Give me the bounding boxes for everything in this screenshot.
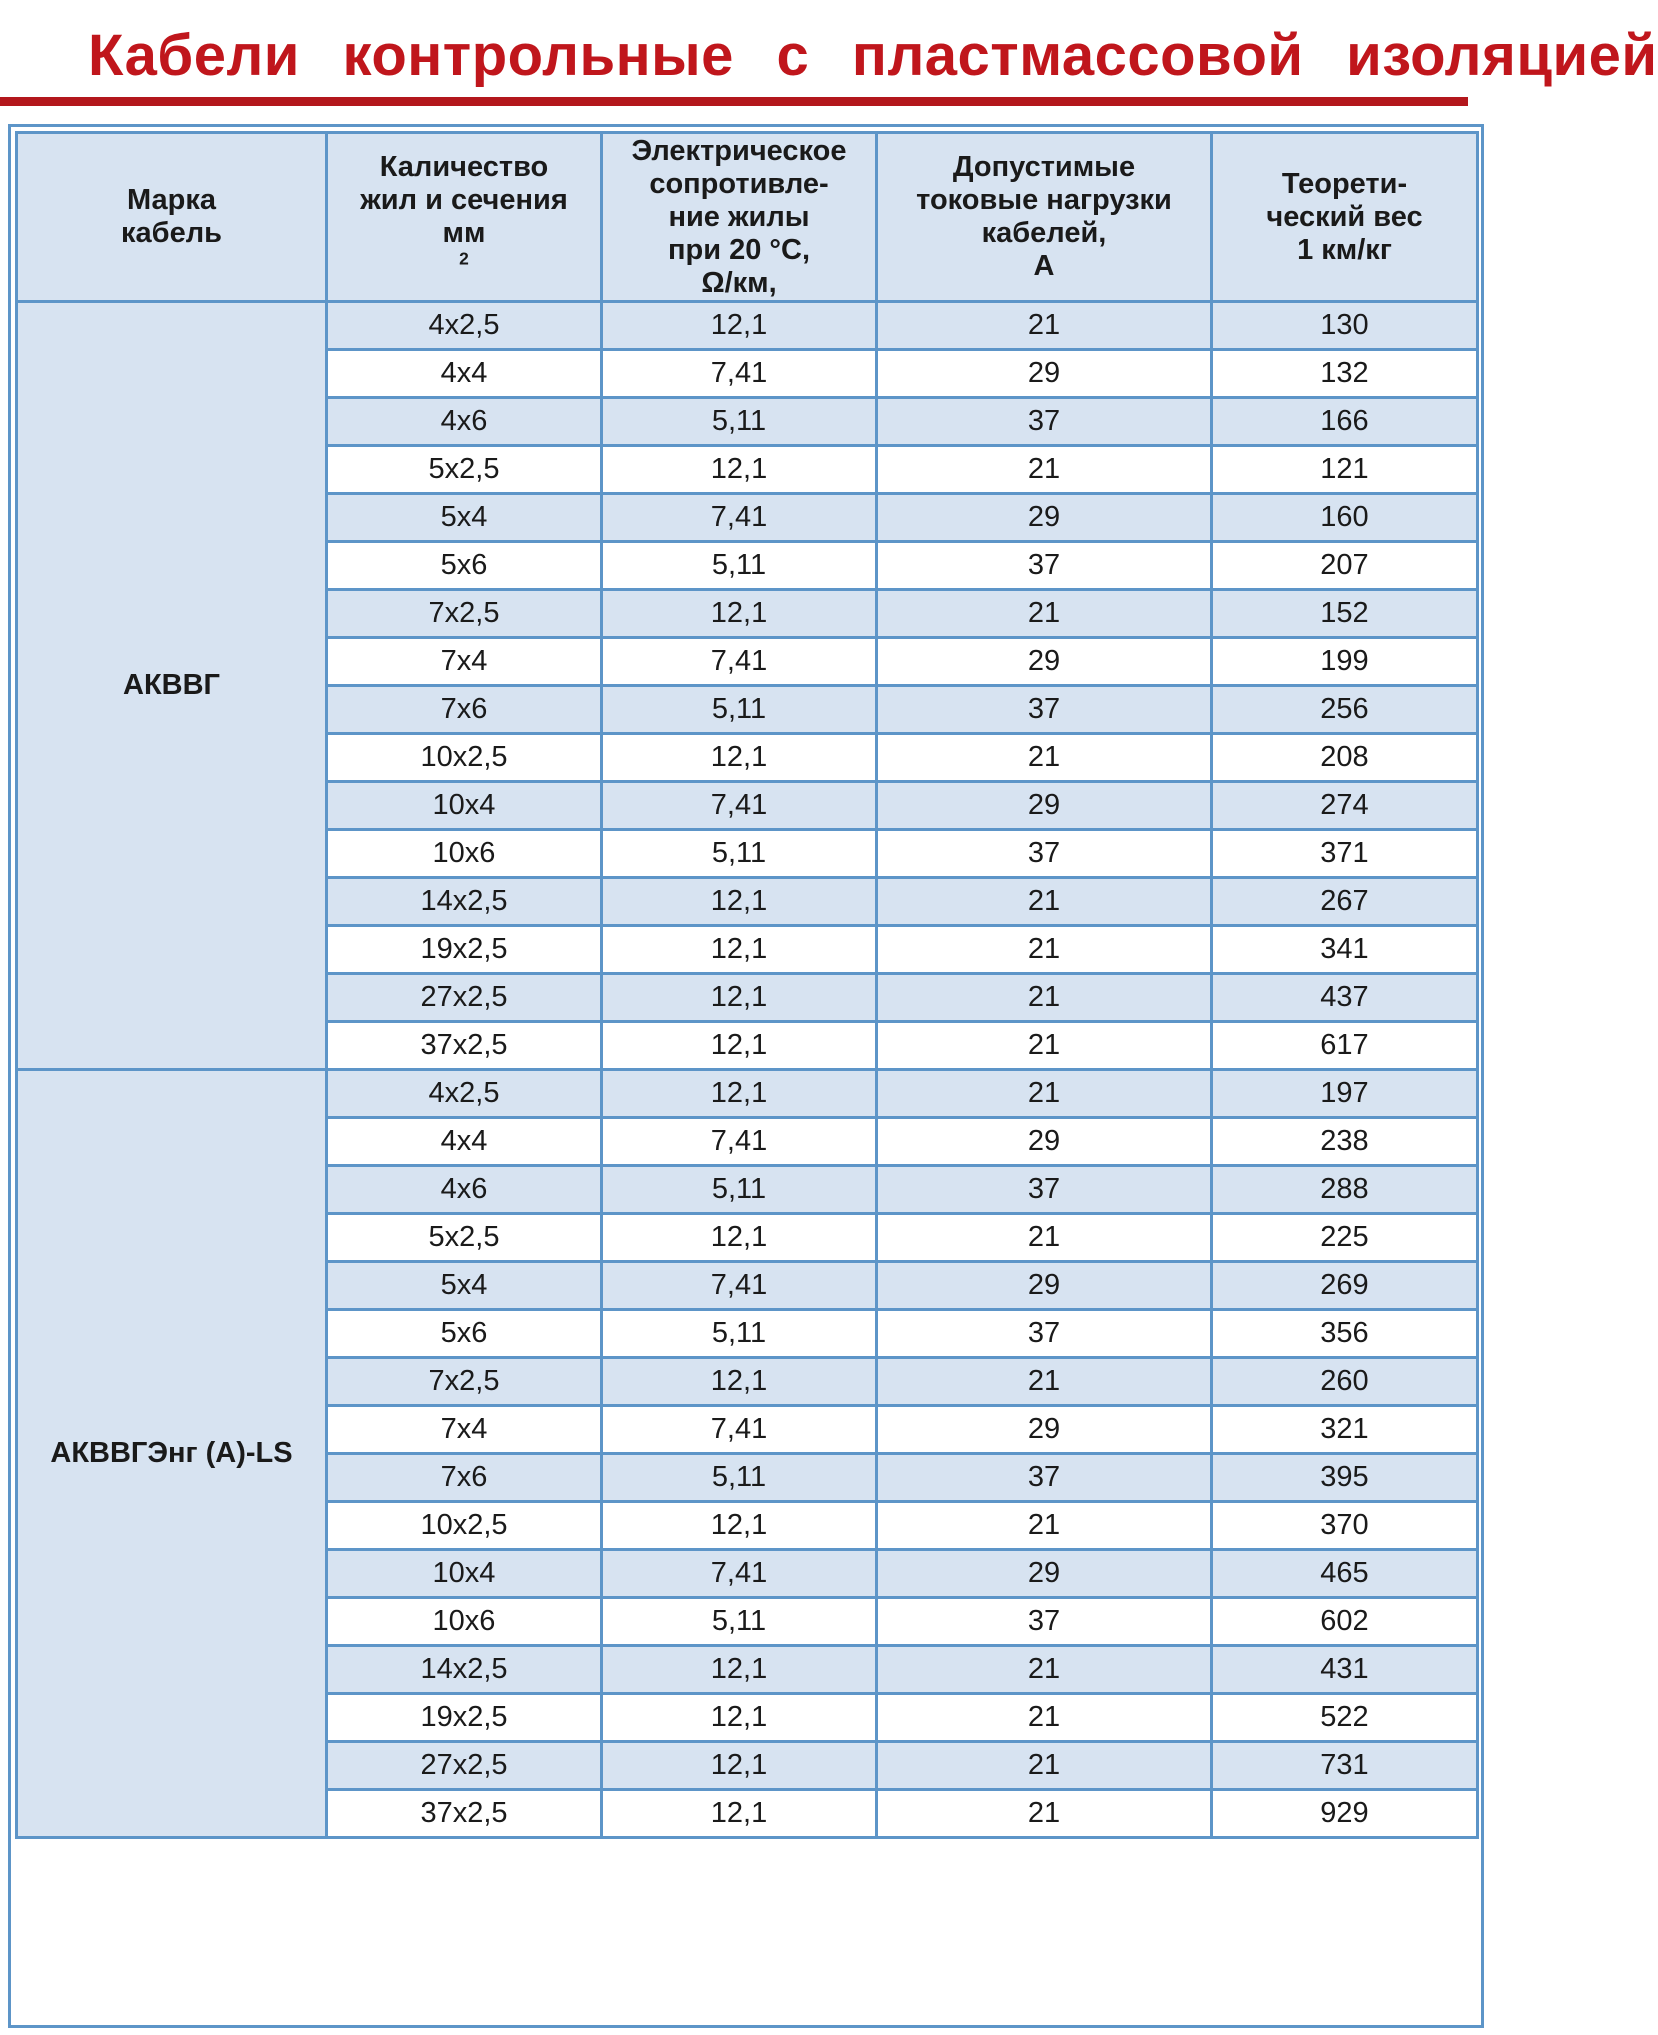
current-cell: 21 [877, 878, 1212, 926]
title-underline [0, 97, 1468, 106]
resistance-cell: 12,1 [602, 1358, 877, 1406]
weight-cell: 260 [1212, 1358, 1478, 1406]
weight-cell: 238 [1212, 1118, 1478, 1166]
header-row [17, 133, 1478, 302]
resistance-cell: 12,1 [602, 1502, 877, 1550]
resistance-cell: 5,11 [602, 1598, 877, 1646]
cores-cell: 4х4 [327, 350, 602, 398]
resistance-cell: 5,11 [602, 686, 877, 734]
current-cell: 37 [877, 1166, 1212, 1214]
resistance-cell: 12,1 [602, 302, 877, 350]
cores-cell: 27х2,5 [327, 974, 602, 1022]
cores-cell: 5х2,5 [327, 446, 602, 494]
resistance-cell: 12,1 [602, 1694, 877, 1742]
cores-cell: 14х2,5 [327, 878, 602, 926]
resistance-cell: 12,1 [602, 446, 877, 494]
current-cell: 21 [877, 590, 1212, 638]
header-cell-current: Допустимые токовые нагрузки кабелей, А [877, 133, 1212, 302]
current-cell: 21 [877, 734, 1212, 782]
current-cell: 37 [877, 1310, 1212, 1358]
current-cell: 37 [877, 1598, 1212, 1646]
resistance-cell: 7,41 [602, 1406, 877, 1454]
current-cell: 21 [877, 1790, 1212, 1838]
weight-cell: 465 [1212, 1550, 1478, 1598]
current-cell: 21 [877, 1214, 1212, 1262]
header-cell-weight: Теорети- ческий вес 1 км/кг [1212, 133, 1478, 302]
cores-cell: 5х2,5 [327, 1214, 602, 1262]
cores-cell: 14х2,5 [327, 1646, 602, 1694]
weight-cell: 321 [1212, 1406, 1478, 1454]
resistance-cell: 12,1 [602, 1214, 877, 1262]
current-cell: 21 [877, 1070, 1212, 1118]
current-cell: 21 [877, 1694, 1212, 1742]
resistance-cell: 7,41 [602, 350, 877, 398]
cores-cell: 37х2,5 [327, 1022, 602, 1070]
cores-cell: 10х4 [327, 1550, 602, 1598]
current-cell: 29 [877, 1406, 1212, 1454]
cores-cell: 5х4 [327, 494, 602, 542]
current-cell: 37 [877, 686, 1212, 734]
cores-cell: 4х6 [327, 398, 602, 446]
resistance-cell: 12,1 [602, 1790, 877, 1838]
current-cell: 21 [877, 1022, 1212, 1070]
header-cell-cores: Каличество жил и сечения мм $^2$ [327, 133, 602, 302]
cores-cell: 37х2,5 [327, 1790, 602, 1838]
resistance-cell: 5,11 [602, 830, 877, 878]
weight-cell: 121 [1212, 446, 1478, 494]
weight-cell: 160 [1212, 494, 1478, 542]
weight-cell: 371 [1212, 830, 1478, 878]
cores-cell: 10х6 [327, 830, 602, 878]
weight-cell: 431 [1212, 1646, 1478, 1694]
weight-cell: 341 [1212, 926, 1478, 974]
current-cell: 29 [877, 1550, 1212, 1598]
cores-cell: 5х6 [327, 1310, 602, 1358]
cores-cell: 10х6 [327, 1598, 602, 1646]
cores-cell: 10х4 [327, 782, 602, 830]
resistance-cell: 12,1 [602, 1022, 877, 1070]
current-cell: 37 [877, 830, 1212, 878]
cores-cell: 7х4 [327, 1406, 602, 1454]
resistance-cell: 12,1 [602, 878, 877, 926]
resistance-cell: 7,41 [602, 1118, 877, 1166]
table-row [17, 1070, 1478, 1118]
current-cell: 29 [877, 350, 1212, 398]
weight-cell: 130 [1212, 302, 1478, 350]
resistance-cell: 5,11 [602, 542, 877, 590]
cores-cell: 10х2,5 [327, 734, 602, 782]
current-cell: 29 [877, 782, 1212, 830]
current-cell: 29 [877, 1118, 1212, 1166]
cores-cell: 7х4 [327, 638, 602, 686]
resistance-cell: 7,41 [602, 1550, 877, 1598]
current-cell: 21 [877, 974, 1212, 1022]
weight-cell: 197 [1212, 1070, 1478, 1118]
weight-cell: 208 [1212, 734, 1478, 782]
cores-cell: 7х6 [327, 1454, 602, 1502]
resistance-cell: 5,11 [602, 1310, 877, 1358]
cores-cell: 5х6 [327, 542, 602, 590]
cores-cell: 4х2,5 [327, 1070, 602, 1118]
current-cell: 21 [877, 1502, 1212, 1550]
resistance-cell: 12,1 [602, 734, 877, 782]
weight-cell: 267 [1212, 878, 1478, 926]
weight-cell: 929 [1212, 1790, 1478, 1838]
weight-cell: 132 [1212, 350, 1478, 398]
cores-cell: 5х4 [327, 1262, 602, 1310]
weight-cell: 437 [1212, 974, 1478, 1022]
weight-cell: 356 [1212, 1310, 1478, 1358]
current-cell: 37 [877, 542, 1212, 590]
cores-cell: 7х2,5 [327, 1358, 602, 1406]
cable-spec-table [15, 131, 1479, 1839]
resistance-cell: 7,41 [602, 494, 877, 542]
cores-cell: 19х2,5 [327, 1694, 602, 1742]
current-cell: 21 [877, 926, 1212, 974]
current-cell: 21 [877, 1646, 1212, 1694]
current-cell: 29 [877, 1262, 1212, 1310]
brand-cell: АКВВГЭнг (А)-LS [17, 1070, 327, 1838]
resistance-cell: 7,41 [602, 1262, 877, 1310]
resistance-cell: 12,1 [602, 1070, 877, 1118]
resistance-cell: 12,1 [602, 590, 877, 638]
resistance-cell: 12,1 [602, 974, 877, 1022]
current-cell: 21 [877, 446, 1212, 494]
weight-cell: 269 [1212, 1262, 1478, 1310]
current-cell: 29 [877, 494, 1212, 542]
resistance-cell: 12,1 [602, 1742, 877, 1790]
current-cell: 21 [877, 302, 1212, 350]
current-cell: 21 [877, 1742, 1212, 1790]
weight-cell: 370 [1212, 1502, 1478, 1550]
weight-cell: 617 [1212, 1022, 1478, 1070]
page-title: Кабели контрольные с пластмассовой изоляцией [88, 23, 1658, 88]
weight-cell: 274 [1212, 782, 1478, 830]
header-cell-brand: Марка кабель [17, 133, 327, 302]
weight-cell: 207 [1212, 542, 1478, 590]
weight-cell: 166 [1212, 398, 1478, 446]
weight-cell: 731 [1212, 1742, 1478, 1790]
header-cell-resistance: Электрическое сопротивле- ние жилы при 20 °С, Ω/км, [602, 133, 877, 302]
cores-cell: 7х6 [327, 686, 602, 734]
weight-cell: 395 [1212, 1454, 1478, 1502]
resistance-cell: 5,11 [602, 398, 877, 446]
weight-cell: 288 [1212, 1166, 1478, 1214]
resistance-cell: 12,1 [602, 1646, 877, 1694]
current-cell: 37 [877, 1454, 1212, 1502]
cores-cell: 10х2,5 [327, 1502, 602, 1550]
cores-cell: 4х4 [327, 1118, 602, 1166]
current-cell: 37 [877, 398, 1212, 446]
resistance-cell: 5,11 [602, 1454, 877, 1502]
brand-cell: АКВВГ [17, 302, 327, 1070]
weight-cell: 602 [1212, 1598, 1478, 1646]
weight-cell: 256 [1212, 686, 1478, 734]
cores-cell: 27х2,5 [327, 1742, 602, 1790]
cores-cell: 7х2,5 [327, 590, 602, 638]
current-cell: 21 [877, 1358, 1212, 1406]
cores-cell: 19х2,5 [327, 926, 602, 974]
resistance-cell: 5,11 [602, 1166, 877, 1214]
resistance-cell: 7,41 [602, 638, 877, 686]
weight-cell: 522 [1212, 1694, 1478, 1742]
resistance-cell: 12,1 [602, 926, 877, 974]
cores-cell: 4х2,5 [327, 302, 602, 350]
weight-cell: 225 [1212, 1214, 1478, 1262]
weight-cell: 152 [1212, 590, 1478, 638]
table-body [17, 302, 1478, 1838]
cores-cell: 4х6 [327, 1166, 602, 1214]
table-row [17, 302, 1478, 350]
current-cell: 29 [877, 638, 1212, 686]
resistance-cell: 7,41 [602, 782, 877, 830]
weight-cell: 199 [1212, 638, 1478, 686]
